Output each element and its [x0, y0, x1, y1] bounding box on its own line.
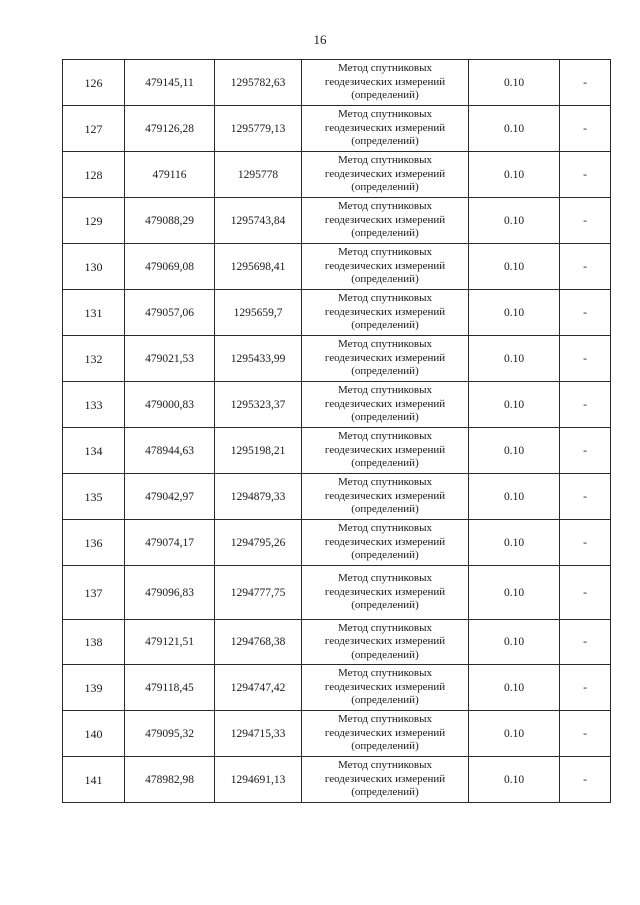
- accuracy-cell: 0.10: [469, 711, 560, 757]
- x-coordinate-cell: 479096,83: [125, 566, 215, 620]
- y-coordinate-cell: 1295433,99: [215, 336, 302, 382]
- method-cell: [302, 665, 469, 711]
- accuracy-cell: 0.10: [469, 60, 560, 106]
- y-coordinate-cell: 1294691,13: [215, 757, 302, 803]
- table-row: [63, 290, 611, 336]
- accuracy-cell: 0.10: [469, 198, 560, 244]
- method-line: Метод спутниковых: [338, 154, 432, 167]
- y-coordinate-cell: 1295779,13: [215, 106, 302, 152]
- method-cell: [302, 198, 469, 244]
- x-coordinate-cell: 479145,11: [125, 60, 215, 106]
- note-cell: -: [560, 620, 611, 665]
- method-line: (определений): [351, 549, 419, 562]
- method-line: геодезических измерений: [324, 213, 446, 226]
- y-coordinate-cell: 1295698,41: [215, 244, 302, 290]
- accuracy-cell: 0.10: [469, 382, 560, 428]
- method-cell: [302, 474, 469, 520]
- y-coordinate-cell: 1295198,21: [215, 428, 302, 474]
- point-number-cell: 131: [63, 290, 125, 336]
- point-number-cell: 128: [63, 152, 125, 198]
- point-number-cell: 126: [63, 60, 125, 106]
- y-coordinate-cell: 1295323,37: [215, 382, 302, 428]
- note-cell: -: [560, 665, 611, 711]
- accuracy-cell: 0.10: [469, 620, 560, 665]
- method-line: Метод спутниковых: [338, 338, 432, 351]
- method-line: Метод спутниковых: [338, 384, 432, 397]
- method-line: геодезических измерений: [324, 772, 446, 785]
- method-line: Метод спутниковых: [338, 476, 432, 489]
- accuracy-cell: 0.10: [469, 520, 560, 566]
- y-coordinate-cell: 1294879,33: [215, 474, 302, 520]
- x-coordinate-cell: 479116: [125, 152, 215, 198]
- accuracy-cell: 0.10: [469, 428, 560, 474]
- coordinates-table-body: [63, 60, 611, 803]
- method-cell: [302, 60, 469, 106]
- accuracy-cell: 0.10: [469, 152, 560, 198]
- table-row: [63, 152, 611, 198]
- method-line: геодезических измерений: [324, 535, 446, 548]
- point-number-cell: 127: [63, 106, 125, 152]
- method-line: геодезических измерений: [324, 305, 446, 318]
- accuracy-cell: 0.10: [469, 566, 560, 620]
- x-coordinate-cell: 479088,29: [125, 198, 215, 244]
- method-line: геодезических измерений: [324, 585, 446, 598]
- note-cell: -: [560, 152, 611, 198]
- table-row: [63, 60, 611, 106]
- x-coordinate-cell: 479074,17: [125, 520, 215, 566]
- y-coordinate-cell: 1295743,84: [215, 198, 302, 244]
- method-cell: [302, 244, 469, 290]
- x-coordinate-cell: 479126,28: [125, 106, 215, 152]
- point-number-cell: 141: [63, 757, 125, 803]
- y-coordinate-cell: 1294715,33: [215, 711, 302, 757]
- method-line: (определений): [351, 599, 419, 612]
- point-number-cell: 133: [63, 382, 125, 428]
- note-cell: -: [560, 244, 611, 290]
- method-line: геодезических измерений: [324, 351, 446, 364]
- method-line: геодезических измерений: [324, 259, 446, 272]
- method-line: Метод спутниковых: [338, 572, 432, 585]
- method-line: (определений): [351, 457, 419, 470]
- method-line: Метод спутниковых: [338, 713, 432, 726]
- page-number: 16: [313, 32, 327, 47]
- note-cell: -: [560, 566, 611, 620]
- method-line: геодезических измерений: [324, 397, 446, 410]
- accuracy-cell: 0.10: [469, 665, 560, 711]
- method-line: геодезических измерений: [324, 121, 446, 134]
- method-line: (определений): [351, 503, 419, 516]
- table-row: [63, 665, 611, 711]
- method-line: Метод спутниковых: [338, 108, 432, 121]
- method-line: Метод спутниковых: [338, 621, 432, 634]
- method-line: геодезических измерений: [324, 443, 446, 456]
- method-cell: [302, 620, 469, 665]
- method-line: (определений): [351, 181, 419, 194]
- y-coordinate-cell: 1295659,7: [215, 290, 302, 336]
- note-cell: -: [560, 336, 611, 382]
- x-coordinate-cell: 479042,97: [125, 474, 215, 520]
- method-cell: [302, 290, 469, 336]
- method-cell: [302, 711, 469, 757]
- y-coordinate-cell: 1294768,38: [215, 620, 302, 665]
- method-line: геодезических измерений: [324, 726, 446, 739]
- note-cell: -: [560, 711, 611, 757]
- accuracy-cell: 0.10: [469, 474, 560, 520]
- x-coordinate-cell: 479121,51: [125, 620, 215, 665]
- point-number-cell: 129: [63, 198, 125, 244]
- table-row: [63, 566, 611, 620]
- note-cell: -: [560, 474, 611, 520]
- method-line: геодезических измерений: [324, 167, 446, 180]
- y-coordinate-cell: 1294777,75: [215, 566, 302, 620]
- note-cell: -: [560, 757, 611, 803]
- coordinates-table: [62, 59, 611, 803]
- method-line: геодезических измерений: [324, 489, 446, 502]
- method-cell: [302, 757, 469, 803]
- method-line: (определений): [351, 648, 419, 661]
- accuracy-cell: 0.10: [469, 336, 560, 382]
- method-line: (определений): [351, 411, 419, 424]
- method-line: Метод спутниковых: [338, 522, 432, 535]
- table-row: [63, 244, 611, 290]
- method-line: (определений): [351, 135, 419, 148]
- note-cell: -: [560, 198, 611, 244]
- note-cell: -: [560, 290, 611, 336]
- method-cell: [302, 382, 469, 428]
- point-number-cell: 132: [63, 336, 125, 382]
- table-row: [63, 198, 611, 244]
- x-coordinate-cell: 478982,98: [125, 757, 215, 803]
- method-line: Метод спутниковых: [338, 62, 432, 75]
- table-row: [63, 711, 611, 757]
- method-line: Метод спутниковых: [338, 292, 432, 305]
- x-coordinate-cell: 479069,08: [125, 244, 215, 290]
- method-line: Метод спутниковых: [338, 246, 432, 259]
- method-cell: [302, 336, 469, 382]
- method-line: (определений): [351, 273, 419, 286]
- method-line: (определений): [351, 365, 419, 378]
- table-row: [63, 620, 611, 665]
- method-line: (определений): [351, 227, 419, 240]
- method-line: (определений): [351, 89, 419, 102]
- accuracy-cell: 0.10: [469, 106, 560, 152]
- note-cell: -: [560, 428, 611, 474]
- note-cell: -: [560, 382, 611, 428]
- table-row: [63, 520, 611, 566]
- x-coordinate-cell: 479095,32: [125, 711, 215, 757]
- x-coordinate-cell: 478944,63: [125, 428, 215, 474]
- x-coordinate-cell: 479000,83: [125, 382, 215, 428]
- y-coordinate-cell: 1295778: [215, 152, 302, 198]
- method-cell: [302, 152, 469, 198]
- point-number-cell: 137: [63, 566, 125, 620]
- method-line: Метод спутниковых: [338, 667, 432, 680]
- method-cell: [302, 106, 469, 152]
- method-line: Метод спутниковых: [338, 759, 432, 772]
- table-row: [63, 336, 611, 382]
- method-line: (определений): [351, 694, 419, 707]
- note-cell: -: [560, 520, 611, 566]
- accuracy-cell: 0.10: [469, 757, 560, 803]
- table-row: [63, 382, 611, 428]
- method-line: (определений): [351, 319, 419, 332]
- accuracy-cell: 0.10: [469, 290, 560, 336]
- method-cell: [302, 520, 469, 566]
- point-number-cell: 140: [63, 711, 125, 757]
- x-coordinate-cell: 479118,45: [125, 665, 215, 711]
- table-row: [63, 474, 611, 520]
- method-line: геодезических измерений: [324, 75, 446, 88]
- x-coordinate-cell: 479021,53: [125, 336, 215, 382]
- point-number-cell: 138: [63, 620, 125, 665]
- method-line: (определений): [351, 740, 419, 753]
- table-row: [63, 428, 611, 474]
- note-cell: -: [560, 60, 611, 106]
- point-number-cell: 134: [63, 428, 125, 474]
- point-number-cell: 139: [63, 665, 125, 711]
- method-line: Метод спутниковых: [338, 200, 432, 213]
- y-coordinate-cell: 1295782,63: [215, 60, 302, 106]
- note-cell: -: [560, 106, 611, 152]
- method-line: геодезических измерений: [324, 635, 446, 648]
- point-number-cell: 130: [63, 244, 125, 290]
- table-row: [63, 757, 611, 803]
- point-number-cell: 135: [63, 474, 125, 520]
- method-line: Метод спутниковых: [338, 430, 432, 443]
- table-row: [63, 106, 611, 152]
- x-coordinate-cell: 479057,06: [125, 290, 215, 336]
- y-coordinate-cell: 1294747,42: [215, 665, 302, 711]
- point-number-cell: 136: [63, 520, 125, 566]
- y-coordinate-cell: 1294795,26: [215, 520, 302, 566]
- method-line: (определений): [351, 786, 419, 799]
- method-line: геодезических измерений: [324, 680, 446, 693]
- method-cell: [302, 566, 469, 620]
- method-cell: [302, 428, 469, 474]
- accuracy-cell: 0.10: [469, 244, 560, 290]
